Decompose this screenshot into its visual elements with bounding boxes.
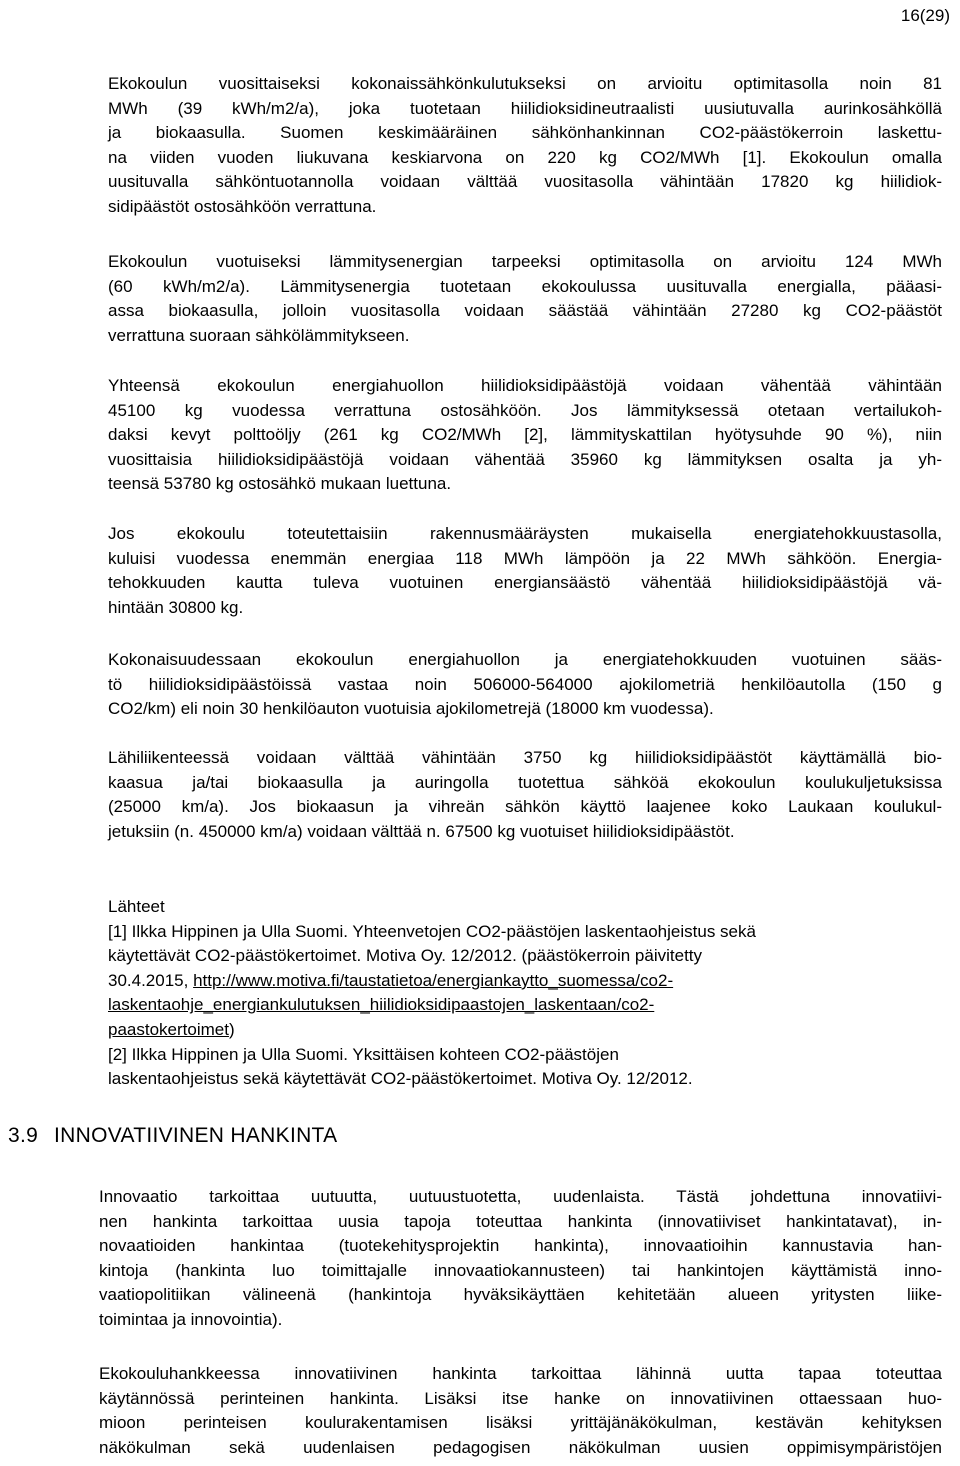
page-number: 16(29) [900,6,950,25]
reference-2-line: laskentaohjeistus sekä käytettävät CO2-päästökertoimet. Motiva Oy. 12/2012. [108,1069,693,1089]
text-line: 45100 kg vuodessa verrattuna ostosähköön. Jos lämmityksessä otetaan vertailukoh- [108,400,942,420]
reference-1-line [108,993,942,1018]
reference-1-line: käytettävät CO2-päästökertoimet. Motiva Oy. 12/2012. (päästökerroin päivitetty [108,946,703,966]
text-line: toimintaa ja innovointia). [99,1309,283,1329]
reference-2-line: [2] Ilkka Hippinen ja Ulla Suomi. Yksittäisen kohteen CO2-päästöjen [108,1044,619,1064]
text-line: MWh (39 kWh/m2/a), joka tuotetaan hiilidioksidineutraalisti uusiutuvalla aurinkosähköllä [108,98,942,118]
text-line: sidipäästöt ostosähköön verrattuna. [108,196,377,216]
text-line: Jos ekokoulu toteutettaisiin rakennusmääräysten mukaisella energiatehokkuustasolla, [108,524,942,543]
reference-1-line [108,969,942,994]
text-line: vaatiopolitiikan välineenä (hankintoja hyväksikäyttäen kehitetään alueen yritysten liike- [99,1285,942,1305]
reference-1-close-paren: ) [228,1019,235,1039]
text-line: uusituvalla sähköntuotannolla voidaan välttää vuositasolla vähintään 17820 kg hiilidiok- [108,172,942,192]
text-line: Kokonaisuudessaan ekokoulun energiahuollon ja energiatehokkuuden vuotuinen sääs- [108,650,942,669]
sources-section [108,895,942,1092]
text-line: Lähiliikenteessä voidaan välttää vähintään 3750 kg hiilidioksidipäästöt käyttämällä bio- [108,748,942,767]
paragraph-innovation-definition [99,1185,942,1333]
text-line: na viiden vuoden liukuvana keskiarvona on 220 kg CO2/MWh [1]. Ekokoulun omalla [108,147,942,167]
text-line: daksi kevyt polttoöljy (261 kg CO2/MWh [2], lämmityskattilan hyötysuhde 90 %), niin [108,425,942,445]
paragraph-regulations [108,522,942,620]
text-line: Yhteensä ekokoulun energiahuollon hiilidioksidipäästöjä voidaan vähentää vähintään [108,376,942,395]
text-line: CO2/km) eli noin 30 henkilöauton vuotuisia ajokilometrejä (18000 km vuodessa). [108,699,714,719]
reference-1-link[interactable]: http://www.motiva.fi/taustatietoa/energiankaytto_suomessa/co2- [193,970,674,990]
paragraph-electricity [108,72,942,220]
text-line: ja biokaasulla. Suomen keskimääräinen sähkönhankinnan CO2-päästökerroin laskettu- [108,123,942,143]
text-line: kintoja (hankinta luo toimittajalle innovaatiokannusteen) tai hankintojen käyttämistä inno- [99,1260,942,1280]
reference-1-date: 30.4.2015, [108,970,194,990]
text-line: Ekokoulun vuotuiseksi lämmitysenergian tarpeeksi optimitasolla on arvioitu 124 MWh [108,252,942,271]
text-line: Ekokoulun vuosittaiseksi kokonaissähkönkulutukseksi on arvioitu optimitasolla noin 81 [108,74,942,93]
text-line: (60 kWh/m2/a). Lämmitysenergia tuotetaan ekokoulussa uusituvalla energialla, pääasi- [108,276,942,296]
text-line: tö hiilidioksidipäästöissä vastaa noin 506000-564000 ajokilometriä henkilöautolla (150 g [108,674,942,694]
text-line: hintään 30800 kg. [108,597,244,617]
text-line: näkökulman sekä uudenlaisen pedagogisen näkökulman uusien oppimisympäristöjen [99,1437,942,1457]
paragraph-savings-total [108,648,942,722]
text-line: käytännössä perinteinen hankinta. Lisäksi itse hanke on innovatiivinen ottaessaan huo- [99,1388,942,1408]
section-number: 3.9 [8,1124,39,1147]
paragraph-eco-school-procurement [99,1362,942,1460]
text-line: Innovaatio tarkoittaa uutuutta, uutuustuotetta, uudenlaista. Tästä johdettuna innovatiivi- [99,1187,942,1206]
section-title: INNOVATIIVINEN HANKINTA [54,1124,338,1147]
section-heading [8,1124,337,1148]
text-line: nen hankinta tarkoittaa uusia tapoja toteuttaa hankinta (innovatiiviset hankintatavat), in- [99,1211,942,1231]
reference-1-line: [1] Ilkka Hippinen ja Ulla Suomi. Yhteenvetojen CO2-päästöjen laskentaohjeistus sekä [108,921,756,941]
paragraph-total [108,374,942,497]
text-line: assa biokaasulla, jolloin vuositasolla voidaan säästää vähintään 27280 kg CO2-päästöt [108,301,942,321]
text-line: mioon perinteisen koulurakentamisen lisäksi yrittäjänäkökulman, kestävän kehityksen [99,1413,942,1433]
text-line: verrattuna suoraan sähkölämmitykseen. [108,325,410,345]
paragraph-heating [108,250,942,348]
text-line: jetuksiin (n. 450000 km/a) voidaan välttää n. 67500 kg vuotuiset hiilidioksidipäästöt. [108,821,735,841]
reference-1-line [108,1018,942,1043]
text-line: teensä 53780 kg ostosähkö mukaan luettuna. [108,474,452,494]
paragraph-traffic [108,746,942,844]
sources-title: Lähteet [108,897,165,916]
text-line: kaasua ja/tai biokaasulla ja auringolla tuotettua sähköä ekokoulun koulukuljetuksissa [108,772,942,792]
text-line: vuosittaisia hiilidioksidipäästöjä voidaan vähentää 35960 kg lämmityksen osalta ja yh- [108,449,942,469]
text-line: tehokkuuden kautta tuleva vuotuinen energiansäästö vähentää hiilidioksidipäästöjä vä- [108,573,942,593]
text-line: (25000 km/a). Jos biokaasun ja vihreän sähkön käyttö laajenee koko Laukaan koulukul- [108,797,942,817]
text-line: kuluisi vuodessa enemmän energiaa 118 MWh lämpöön ja 22 MWh sähköön. Energia- [108,548,942,568]
text-line: Ekokouluhankkeessa innovatiivinen hankinta tarkoittaa lähinnä uutta tapaa toteuttaa [99,1364,942,1383]
reference-1-link-continued[interactable]: laskentaohje_energiankulutuksen_hiilidioksidipaastojen_laskentaan/co2- [108,995,655,1015]
text-line: novaatioiden hankintaa (tuotekehitysprojektin hankinta), innovaatioihin kannustavia han- [99,1236,942,1256]
reference-1-link-end[interactable]: paastokertoimet [108,1019,229,1039]
